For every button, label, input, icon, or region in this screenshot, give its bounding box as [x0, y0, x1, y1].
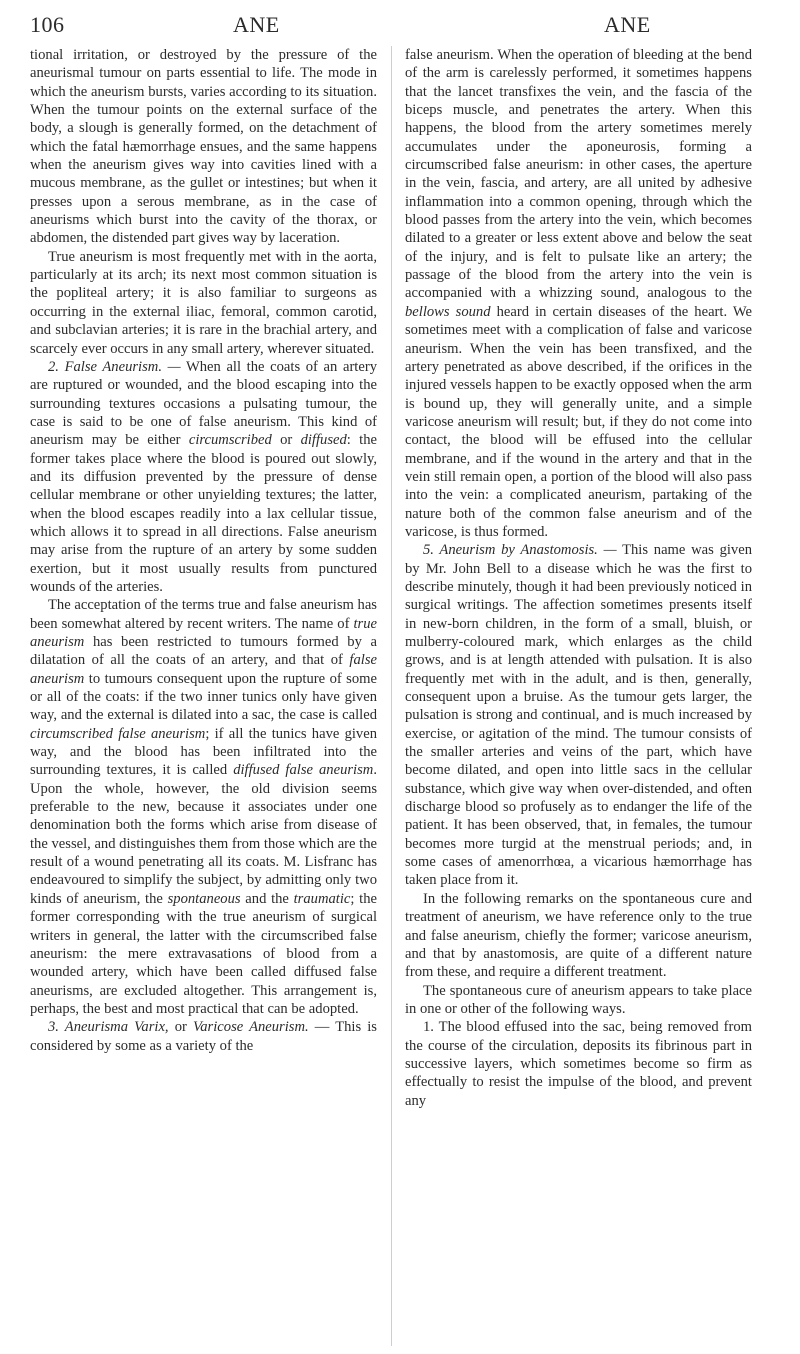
paragraph: True aneurism is most frequently met with in the aorta, particularly at its arch; its next most common situation is the popliteal artery; it is also familiar to surgeons as occurring in the external iliac, femoral, common carotid, and subclavian arteries; it is rare in the brachial artery, and scarcely ever occurs in any small artery, wherever situated. [30, 248, 377, 357]
page-number: 106 [30, 12, 65, 37]
page-header [30, 12, 770, 44]
paragraph: tional irritation, or destroyed by the pressure of the aneurismal tumour on parts essential to life. The mode in which the aneurism bursts, varies according to its situation. When the tumour points on the external surface of the body, a slough is generally formed, on the detachment of which the fatal hæmorrhage ensues, and the same happens when the aneurism gives way into cavities lined with a mucous membrane, as the gullet or intestines; but when it presses upon a serous membrane, as in the case of aneurisms which burst into the cavity of the thorax, or abdomen, the distended part gives way by laceration. [30, 47, 377, 247]
section-heading-false-aneurism: 2. False Aneurism. — [48, 358, 181, 375]
paragraph: In the following remarks on the spontaneous cure and treatment of aneurism, we have reference only to the true and false aneurism, chiefly the former; varicose aneurism, and that by anastomosis, are quite of a different nature from these, and require a different treatment. [405, 890, 752, 981]
paragraph: 2. False Aneurism. — When all the coats of an artery are ruptured or wounded, and the blood escaping into the surrounding textures occasions a pulsating tumour, the case is said to be one of false aneurism. This kind of aneurism may be either circumscribed or diffused: the former takes place where the blood is poured out slowly, and its diffusion prevented by the pressure of dense cellular membrane or other unyielding textures; the latter, when the blood escapes readily into a lax cellular tissue, which allows it to spread in all directions. False aneurism may arise from the rupture of an artery by some sudden exertion, but it most usually results from punctured wounds of the arteries. [30, 358, 377, 595]
paragraph: false aneurism. When the operation of bleeding at the bend of the arm is carelessly performed, it sometimes happens that the lancet transfixes the vein, and the fascia of the biceps muscle, and penetrates the artery. When this happens, the blood from the artery sometimes merely accumulates under the aponeurosis, forming a circumscribed false aneurism: in other cases, the aperture in the vein, fascia, and artery, are all united by adhesive inflammation into a common opening, through which the blood passes from the artery into the vein, which becomes dilated to a greater or less extent above and below the seat of the injury, and is felt to pulsate like an artery; the passage of the blood from the artery into the vein is accompanied with a whizzing sound, analogous to the bellows sound heard in certain diseases of the heart. We sometimes meet with a complication of false and varicose aneurism. When the vein has been transfixed, and the artery penetrated as above described, if the orifices in the injured vessels happen to be exactly opposed when the arm is bound up, they will generally unite, and a simple varicose aneurism will result; but, if they do not come into contact, the blood will be effused into the cellular membrane, and if the wound in the artery and that in the vein still remain open, a portion of the blood will also pass into the vein: a complicated aneurism, partaking of the nature both of the common false aneurism and of the varicose, is thus formed. [405, 47, 752, 540]
paragraph: The acceptation of the terms true and false aneurism has been somewhat altered by recent writers. The name of true aneurism has been restricted to tumours formed by a dilatation of all the coats of an artery, and that of false aneurism to tumours consequent upon the rupture of some or all of the coats: if the two inner tunics only have given way, and the external is dilated into a sac, the case is called circumscribed false aneurism; if all the tunics have given way, and the blood has been infiltrated into the surrounding textures, it is called diffused false aneurism. Upon the whole, however, the old division seems preferable to the new, because it associates under one denomination both the forms which arise from disease of the vessel, and distinguishes them from those which are the result of a wound penetrating all its coats. M. Lisfranc has endeavoured to simplify the subject, by admitting only two kinds of aneurism, the spontaneous and the traumatic; the former corresponding with the true aneurism of surgical writers in general, the latter with the circumscribed false aneurism: the mere extravasations of blood from a wounded artery, which have been called diffused false aneurisms, are excluded altogether. This arrangement is, perhaps, the best and most practical that can be adopted. [30, 597, 378, 1017]
section-heading-aneurisma-varix: 3. Aneurisma Varix, [48, 1019, 169, 1036]
paragraph: 5. Aneurism by Anastomosis. — This name was given by Mr. John Bell to a disease which he was the first to describe minutely, though it had been previously noticed in surgical writings. The affection sometimes presents itself in new-born children, in the form of a small, bluish, or mulberry-coloured mark, which enlarges as the child grows, and is at length attended with pulsation. It is also frequently met with in the adult, and is then, generally, consequent upon a bruise. As the tumour gets larger, the pulsation is strong and continual, and is much increased by exercise, or agitation of the mind. The tumour consists of the smaller arteries and veins of the part, which have become dilated, and open into little sacs in the cellular substance, which give way when over-distended, and often discharge blood so profusely as to endanger the life of the patient. It has been observed, that, in females, the tumour becomes more turgid at the menstrual periods; and, in some cases of amenorrhœa, a vicarious hæmorrhage has taken place from it. [405, 542, 753, 889]
paragraph: The spontaneous cure of aneurism appears to take place in one or other of the following ways. [405, 982, 752, 1017]
column-divider [391, 46, 392, 1346]
paragraph: 1. The blood effused into the sac, being removed from the course of the circulation, deposits its fibrinous part in successive layers, which sometimes become so firm as effectually to resist the impulse of the blood, and prevent any [405, 1019, 752, 1109]
paragraph: 3. Aneurisma Varix, or Varicose Aneurism. — This is considered by some as a variety of the [30, 1019, 377, 1054]
running-head-left: ANE [233, 12, 280, 37]
running-head-right: ANE [604, 12, 651, 37]
right-column [405, 46, 752, 1110]
section-heading-anastomosis: 5. Aneurism by Anastomosis. — [423, 542, 617, 559]
left-column [30, 46, 377, 1055]
